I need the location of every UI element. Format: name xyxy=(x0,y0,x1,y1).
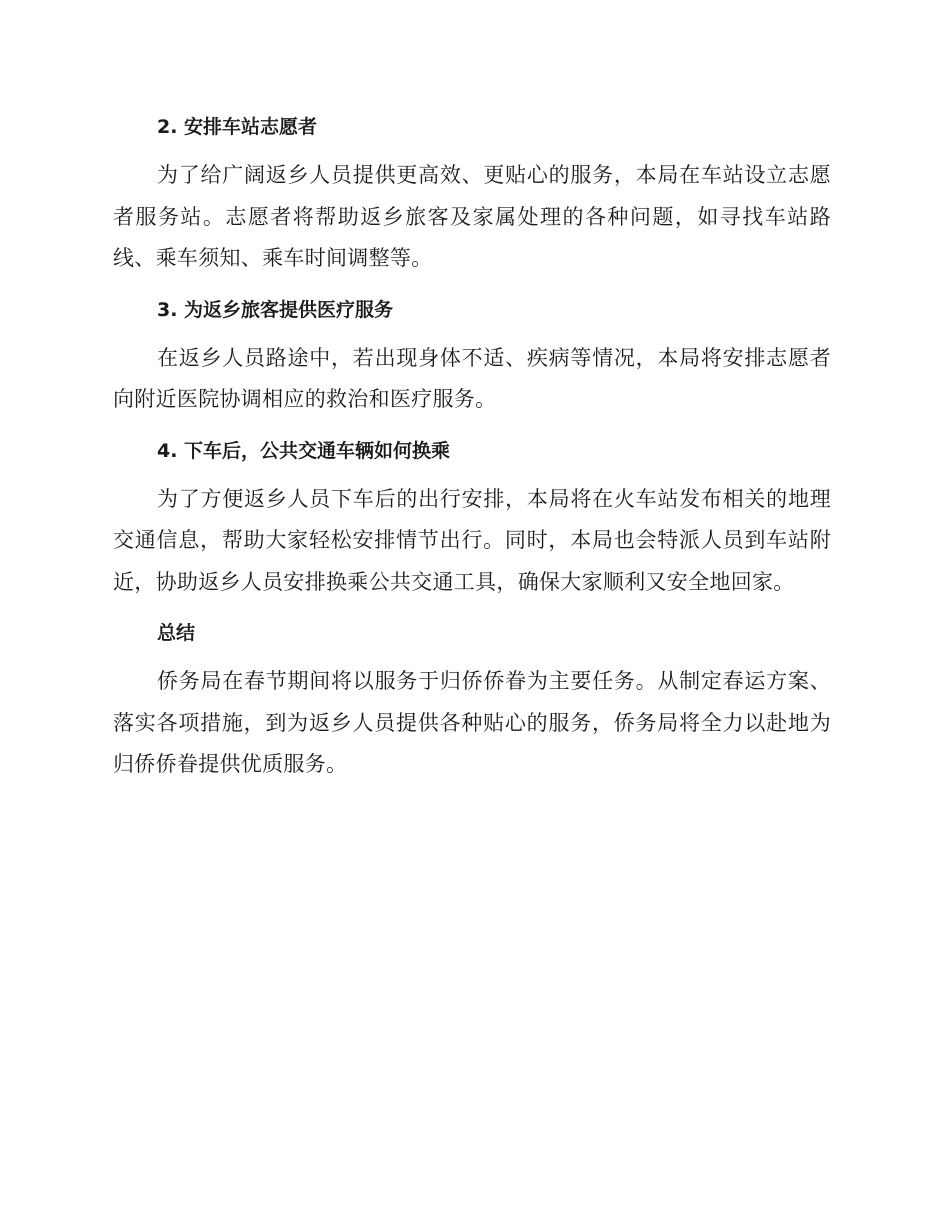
section-heading: 2. 安排车站志愿者 xyxy=(157,116,318,138)
section-heading: 总结 xyxy=(157,622,196,644)
section-paragraph: 为了方便返乡人员下车后的出行安排，本局将在火车站发布相关的地理交通信息，帮助大家轻松安排情节出行。同时，本局也会特派人员到车站附近，协助返乡人员安排换乘公共交通工具，确保大家顺利又安全地回家。 xyxy=(113,486,831,594)
section-heading: 3. 为返乡旅客提供医疗服务 xyxy=(157,298,394,321)
section-paragraph: 在返乡人员路途中，若出现身体不适、疾病等情况，本局将安排志愿者向附近医院协调相应的救治和医疗服务。 xyxy=(113,345,831,411)
section-public-transit-transfer xyxy=(113,432,831,604)
section-heading: 4. 下车后，公共交通车辆如何换乘 xyxy=(157,439,451,462)
section-medical-services xyxy=(113,291,831,421)
section-summary xyxy=(113,614,831,786)
section-station-volunteers xyxy=(113,108,831,280)
section-paragraph: 侨务局在春节期间将以服务于归侨侨眷为主要任务。从制定春运方案、落实各项措施，到为返乡人员提供各种贴心的服务，侨务局将全力以赴地为归侨侨眷提供优质服务。 xyxy=(113,669,831,776)
section-paragraph: 为了给广阔返乡人员提供更高效、更贴心的服务，本局在车站设立志愿者服务站。志愿者将帮助返乡旅客及家属处理的各种问题，如寻找车站路线、乘车须知、乘车时间调整等。 xyxy=(113,163,831,270)
document-body xyxy=(113,108,831,795)
